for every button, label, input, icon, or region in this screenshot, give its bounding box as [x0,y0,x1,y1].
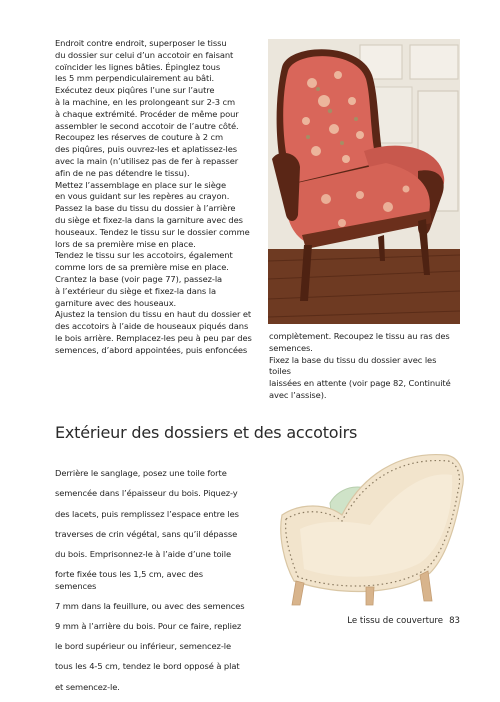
text-line: Derrière le sanglage, posez une toile forte [55,468,227,479]
page-footer [341,616,460,626]
text-line: Fixez la base du tissu du dossier avec les toiles [269,354,437,377]
text-line: du bois. Emprisonnez-le à l’aide d’une toile [55,548,232,559]
footer-chapter-title: Le tissu de couverture [347,616,444,626]
text-line: 9 mm à l’arrière du bois. Pour ce faire, repliez [55,621,242,632]
text-line: coïncider les lignes bâties. Épinglez tous [55,61,221,72]
text-line: semencée dans l’épaisseur du bois. Piquez-y [55,488,238,499]
text-line: à l’extérieur du siège et fixez-la dans la [55,285,216,296]
section-heading: Extérieur des dossiers et des accotoirs [55,423,358,442]
text-line: des accotoirs à l’aide de houseaux piqués dans [55,321,249,332]
text-line: tous les 4-5 cm, tendez le bord opposé à plat [55,661,240,672]
text-line: Crantez la base (voir page 77), passez-la [55,273,223,284]
text-line: Ajustez la tension du tissu en haut du dossier et [55,309,252,320]
text-line: à chaque extrémité. Procéder de même pour [55,108,239,119]
text-line: Tendez le tissu sur les accotoirs, également [55,250,233,261]
text-line: à la machine, en les prolongeant sur 2-3 cm [55,96,236,107]
text-line: traverses de crin végétal, sans qu’il dépasse [55,528,238,539]
right-text-column [269,331,459,402]
text-line: du dossier sur celui d’un accotoir en faisant [55,49,234,60]
bottom-text-column [55,460,245,702]
text-line: Endroit contre endroit, superposer le tissu [55,38,227,48]
text-line: Passez la base du tissu du dossier à l’arrière [55,203,236,214]
page-number: 83 [449,616,460,626]
text-line: en vous guidant sur les repères au crayon. [55,191,230,202]
text-line: Mettez l’assemblage en place sur le siège [55,179,227,190]
text-line: les 5 mm perpendiculairement au bâti. [55,73,214,84]
text-line: semences. [269,342,313,353]
text-line: avec la main (n’utilisez pas de fer à repasser [55,155,239,166]
text-line: afin de ne pas détendre le tissu). [55,167,190,178]
text-line: des lacets, puis remplissez l’espace entre les [55,508,239,519]
text-line: garniture avec des houseaux. [55,297,177,308]
text-line: lors de sa première mise en place. [55,238,196,249]
text-line: semences, d’abord appointées, puis enfoncées [55,344,248,355]
text-line: laissées en attente (voir page 82, Continuité [269,378,451,389]
text-line: du siège et fixez-la dans la garniture avec des [55,214,243,225]
text-line: et semencez-le. [55,681,120,692]
text-line: Exécutez deux piqûres l’une sur l’autre [55,85,215,96]
text-line: Recoupez les réserves de couture à 2 cm [55,132,224,143]
left-text-column [55,38,260,357]
armchair-back-illustration [270,445,470,610]
text-line: des piqûres, puis ouvrez-les et aplatissez-les [55,144,238,155]
text-line: complètement. Recoupez le tissu au ras des [269,331,450,341]
text-line: le bord supérieur ou inférieur, semencez-le [55,641,231,652]
text-line: avec l’assise). [269,389,327,400]
armchair-photo [268,39,460,324]
text-line: comme lors de sa première mise en place. [55,262,229,273]
text-line: le bois arrière. Remplacez-les peu à peu par des [55,332,252,343]
text-line: houseaux. Tendez le tissu sur le dossier comme [55,226,250,237]
text-line: 7 mm dans la feuillure, ou avec des semences [55,600,245,611]
text-line: forte fixée tous les 1,5 cm, avec des semences [55,569,203,591]
text-line: assembler le second accotoir de l’autre côté. [55,120,239,131]
